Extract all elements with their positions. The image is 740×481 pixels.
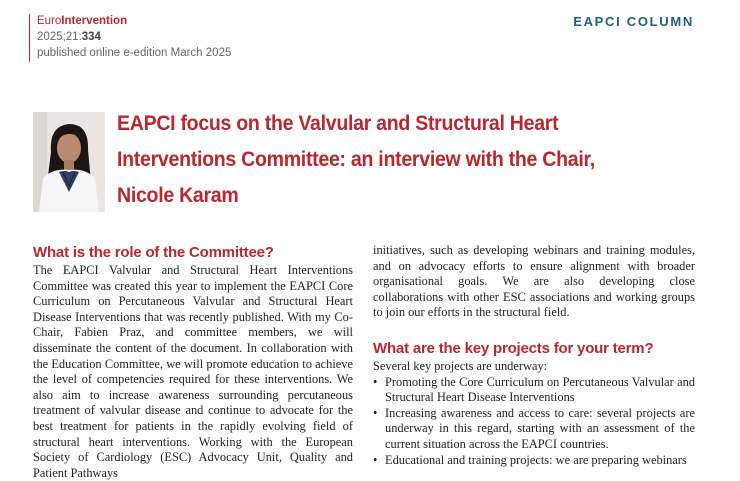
journal-volume xyxy=(37,29,231,45)
bullet-icon: • xyxy=(373,452,378,467)
role-body: The EAPCI Valvular and Structural Heart Interventions Committee was created this year to implement the EAPCI Core Curriculum on Percutaneous Valvular and Structural Heart Disease Interventions that was recently published. With my Co-Chair, Fabien Praz, and committee members, we will disseminate the content of the document. In collaboration with the Education Committee, we will promote education to achieve the level of competencies required for these interventions. We also aim to increase awareness surrounding percutaneous treatment of valvular disease and continue to advocate for the best treatment for patients in the rapidly evolving field of structural heart interventions. Working with the European Society of Cardiology (ESC) Advocacy Unit, Quality and Patient Pathways xyxy=(33,263,353,480)
column-label: EAPCI COLUMN xyxy=(573,14,694,29)
journal-info xyxy=(37,13,231,61)
list-item-text: Educational and training projects: we are preparing webinars xyxy=(385,452,687,467)
edition-line: published online e-edition March 2025 xyxy=(37,47,232,59)
projects-heading: What are the key projects for your term? xyxy=(373,339,654,357)
bullet-icon: • xyxy=(373,405,378,420)
projects-intro: Several key projects are underway: xyxy=(373,358,548,373)
list-item xyxy=(373,406,695,453)
journal-name xyxy=(37,13,231,29)
bullet-icon: • xyxy=(373,374,378,389)
role-heading: What is the role of the Committee? xyxy=(33,244,274,261)
journal-name-suffix: Intervention xyxy=(61,15,128,27)
list-item xyxy=(373,453,695,469)
right-column xyxy=(373,243,695,468)
volume-page: 334 xyxy=(81,31,101,43)
projects-list xyxy=(373,375,695,469)
list-item-text: Increasing awareness and access to care: several projects are underway in this regard, starting with an assessment of the current situation across the EAPCI countries. xyxy=(385,405,695,451)
article-title: EAPCI focus on the Valvular and Structural Heart Interventions Committee: an interview with the Chair, Nicole Karam xyxy=(117,112,595,207)
volume-prefix: 2025;21: xyxy=(37,31,82,43)
left-column xyxy=(33,243,353,481)
list-item xyxy=(373,375,695,406)
header-rule xyxy=(29,14,30,62)
continued-paragraph: initiatives, such as developing webinars and training modules, and on advocacy efforts to ensure alignment with broader organisational goals. We are also developing close collaborations with other ESC associations and working groups to join our efforts in the structural field. xyxy=(373,243,695,320)
list-item-text: Promoting the Core Curriculum on Percutaneous Valvular and Structural Heart Disease Interventions xyxy=(385,374,695,405)
journal-name-prefix: Euro xyxy=(37,15,62,27)
portrait-photo xyxy=(33,112,105,212)
